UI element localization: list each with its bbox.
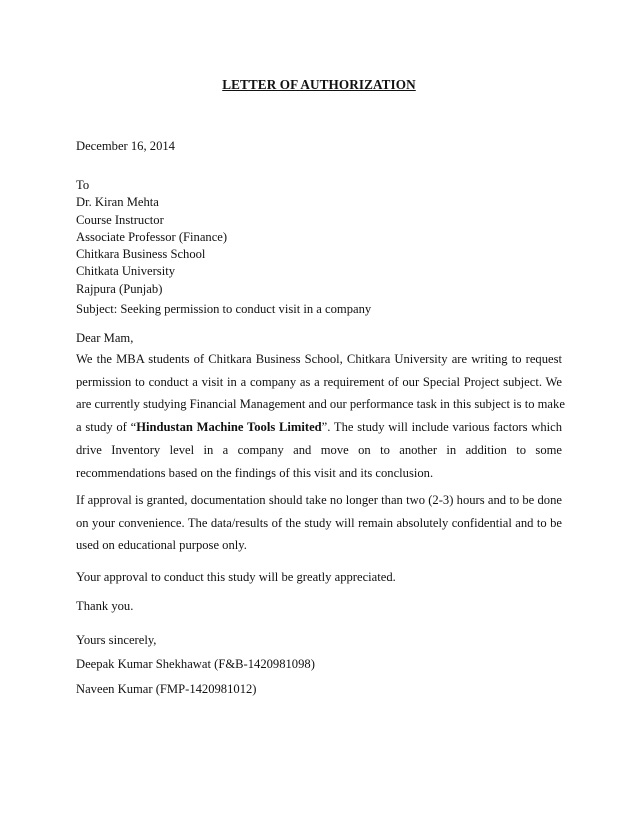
signatory-2: Naveen Kumar (FMP-1420981012) [76,682,257,696]
paragraph-line: We the MBA students of Chitkara Business School, Chitkara University are writing to request [76,352,562,366]
paragraph-line [76,416,562,439]
closing: Yours sincerely, [76,633,157,647]
letter-title: LETTER OF AUTHORIZATION [222,77,416,92]
letter-date: December 16, 2014 [76,139,175,153]
signatory-1: Deepak Kumar Shekhawat (F&B-1420981098) [76,657,315,671]
letter-salutation: Dear Mam, [76,331,134,345]
address-to: To [76,178,90,192]
paragraph-line: permission to conduct a visit in a company as a requirement of our Special Project subject. We [76,374,562,389]
paragraph-line: If approval is granted, documentation should take no longer than two (2-3) hours and to be done [76,493,562,507]
company-name: Hindustan Machine Tools Limited [136,420,322,435]
body-paragraph-1 [76,348,565,484]
body-paragraph-2 [76,489,562,557]
paragraph-line: are currently studying Financial Management and our performance task in this subject is to make [76,397,565,412]
paragraph-line: on your convenience. The data/results of the study will remain absolutely confidential and to be [76,515,562,530]
recipient-city: Rajpura (Punjab) [76,281,163,296]
approval-sentence: Your approval to conduct this study will be greatly appreciated. [76,570,396,584]
recipient-university: Chitkata University [76,264,175,279]
recipient-role: Course Instructor [76,212,164,227]
recipient-address [76,177,227,298]
paragraph-line: drive Inventory level in a company and move on to another in addition to some [76,442,562,457]
recipient-designation: Associate Professor (Finance) [76,229,228,244]
recipient-name: Dr. Kiran Mehta [76,195,159,210]
recipient-school: Chitkara Business School [76,247,206,262]
thank-you: Thank you. [76,599,134,613]
line-suffix: ”. The study will include various factors which [321,420,562,435]
paragraph-line: used on educational purpose only. [76,538,247,553]
paragraph-line: recommendations based on the findings of this visit and its conclusion. [76,465,434,480]
line-prefix: a study of “ [76,420,137,435]
letter-subject: Subject: Seeking permission to conduct visit in a company [76,302,372,316]
